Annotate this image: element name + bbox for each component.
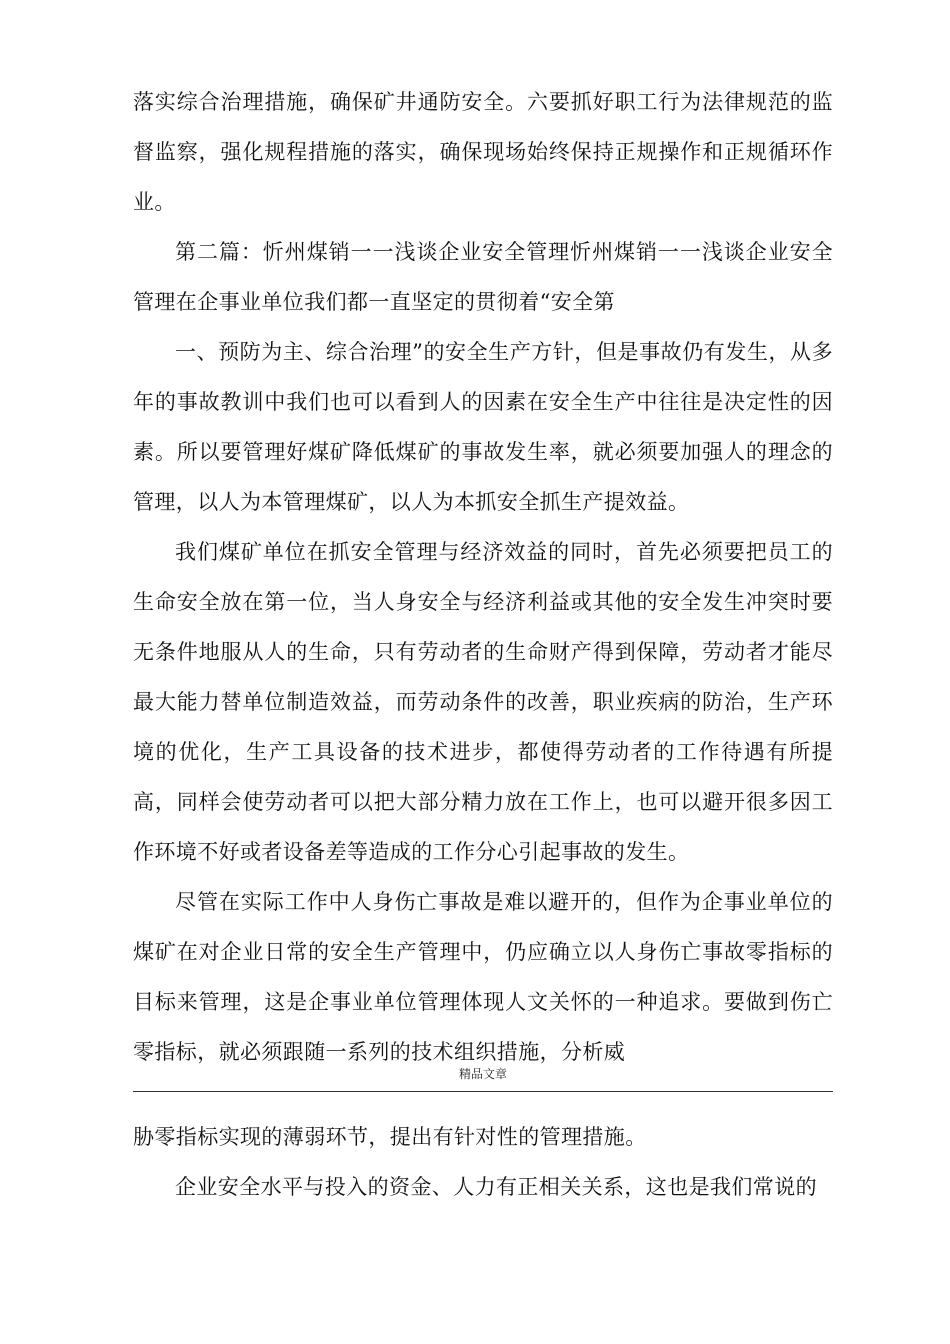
paragraph: 尽管在实际工作中人身伤亡事故是难以避开的，但作为企事业单位的煤矿在对企业日常的安全生产管理中，仍应确立以人身伤亡事故零指标的目标来管理，这是企事业单位管理体现人文关怀的一种追求。要做到伤亡零指标，就必须跟随一系列的技术组织措施，分析威 [133, 890, 833, 1064]
footer-label: 精品文章 [458, 1067, 507, 1081]
paragraph-continuation: 落实综合治理措施，确保矿井通防安全。六要抓好职工行为法律规范的监督监察，强化规程措施的落实，确保现场始终保持正规操作和正规循环作业。 [133, 90, 833, 214]
paragraph: 一、预防为主、综合治理”的安全生产方针，但是事故仍有发生，从多年的事故教训中我们也可以看到人的因素在安全生产中往往是决定性的因素。所以要管理好煤矿降低煤矿的事故发生率，就必须要加强人的理念的管理，以人为本管理煤矿，以人为本抓安全抓生产提效益。 [133, 340, 833, 514]
footer-divider [133, 1091, 833, 1092]
paragraph: 企业安全水平与投入的资金、人力有正相关关系，这也是我们常说的 [175, 1175, 817, 1199]
page-body [133, 77, 833, 1077]
paragraph-continuation: 胁零指标实现的薄弱环节，提出有针对性的管理措施。 [133, 1125, 647, 1149]
next-page-body [133, 1112, 833, 1212]
page-footer [133, 1066, 833, 1094]
paragraph-section-title: 第二篇：忻州煤销一一浅谈企业安全管理忻州煤销一一浅谈企业安全管理在企事业单位我们都一直坚定的贯彻着“安全第 [133, 240, 833, 314]
paragraph: 我们煤矿单位在抓安全管理与经济效益的同时，首先必须要把员工的生命安全放在第一位，当人身安全与经济利益或其他的安全发生冲突时要无条件地服从人的生命，只有劳动者的生命财产得到保障，劳动者才能尽最大能力替单位制造效益，而劳动条件的改善，职业疾病的防治，生产环境的优化，生产工具设备的技术进步，都使得劳动者的工作待遇有所提高，同样会使劳动者可以把大部分精力放在工作上，也可以避开很多因工作环境不好或者设备差等造成的工作分心引起事故的发生。 [133, 540, 833, 864]
